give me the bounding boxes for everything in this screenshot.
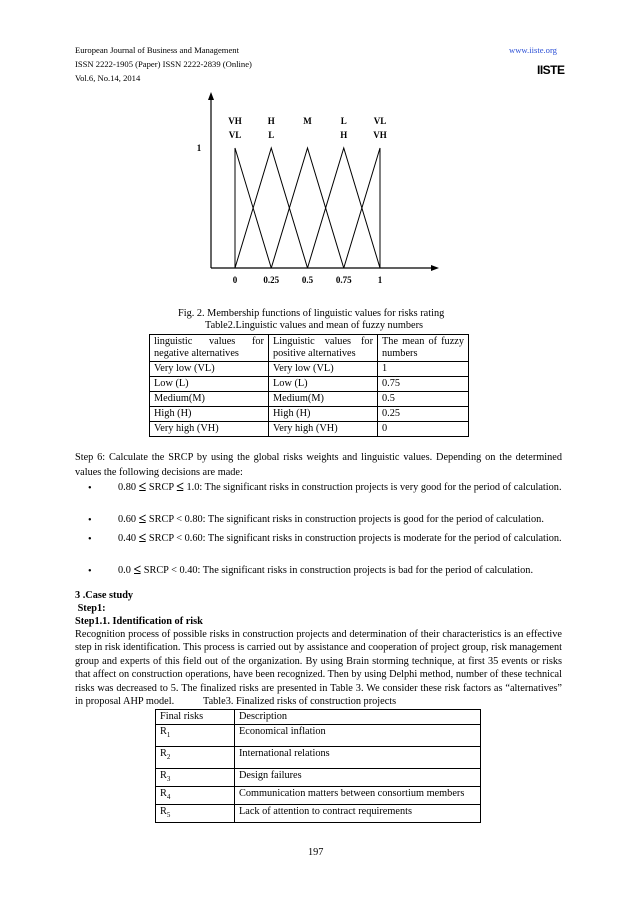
x-tick-label: 0 [232, 275, 238, 285]
bullet-item [118, 481, 562, 495]
section-paragraph: Recognition process of possible risks in construction projects and determination of their characteristics is an effective step in risk identification. This process is carried out by assistance and cooperation of project group, risk management group and experts of this field out of the organization. By using Brain storming technique, at first 35 events or risks that affect on construction operations, have been recognized. Then by using Delphi method, number of these technical risks was decreased to 5. The finalized risks are presented in Table 3. We consider these risk factors as “alternatives” in proposal AHP model. [75, 629, 562, 708]
top-label: L [340, 116, 347, 126]
top-label: VL [373, 116, 387, 126]
table-row [156, 725, 481, 747]
risk-description: Lack of attention to contract requirements [235, 805, 481, 823]
table2-cell: Medium(M) [150, 392, 269, 407]
bullet-icon: • [88, 534, 92, 545]
table3-caption: Table3. Finalized risks of construction projects [203, 696, 397, 707]
issn-line: ISSN 2222-1905 (Paper) ISSN 2222-2839 (Online) [75, 59, 252, 69]
table-row [150, 377, 469, 392]
table2-cell: 0.5 [378, 392, 469, 407]
bullet-text: SRCP < 0.40: The significant risks in construction projects is bad for the period of calculation. [143, 565, 534, 576]
y-tick-label: 1 [196, 143, 202, 153]
bullet-text: SRCP < 0.80: The significant risks in construction projects is good for the period of calculation. [148, 514, 544, 525]
bullet-icon: • [88, 566, 92, 577]
step11-heading: Step1.1. Identification of risk [75, 616, 203, 627]
bullet-value: 0.0 [118, 565, 131, 576]
table2-cell: Very low (VL) [150, 362, 269, 377]
risk-code: $R_5$ [156, 805, 235, 823]
table-row [156, 769, 481, 787]
membership-line [271, 148, 344, 268]
bullet-value: 0.40 [118, 533, 137, 544]
leq-icon: ≤ [138, 512, 147, 527]
risk-description: Economical inflation [235, 725, 481, 747]
table-row [156, 787, 481, 805]
x-tick-label: 0.25 [263, 275, 280, 285]
membership-line [235, 148, 308, 268]
figure-caption: Fig. 2. Membership functions of linguistic values for risks rating [178, 308, 445, 319]
bullet-text: 1.0: The significant risks in construction projects is very good for the period of calculation. [186, 482, 562, 493]
table-row [150, 407, 469, 422]
table2-cell: 0.25 [378, 407, 469, 422]
x-tick-label: 0.75 [335, 275, 352, 285]
bullet-item [118, 564, 562, 578]
membership-line [308, 148, 381, 268]
x-tick-label: 1 [377, 275, 383, 285]
table2-cell: 0.75 [378, 377, 469, 392]
table2-cell: High (H) [150, 407, 269, 422]
risk-code: $R_2$ [156, 747, 235, 769]
bullet-icon: • [88, 483, 92, 494]
risk-description: Communication matters between consortium members [235, 787, 481, 805]
table2-caption: Table2.Linguistic values and mean of fuzzy numbers [205, 320, 424, 331]
table2-cell: 1 [378, 362, 469, 377]
table2-cell: 0 [378, 422, 469, 437]
bullet-variable: SRCP [148, 482, 174, 493]
top-label: VH [228, 116, 242, 126]
volume-line: Vol.6, No.14, 2014 [75, 73, 141, 83]
bullet-value: 0.60 [118, 514, 137, 525]
table2-cell: Very high (VH) [150, 422, 269, 437]
x-tick-label: 0.5 [301, 275, 314, 285]
bullet-text: SRCP < 0.60: The significant risks in construction projects is moderate for the period of calculation. [148, 533, 562, 544]
risk-description: International relations [235, 747, 481, 769]
bullet-value: 0.80 [118, 482, 137, 493]
table-row [150, 422, 469, 437]
membership-chart [185, 88, 455, 303]
leq-icon: ≤ [176, 480, 184, 495]
table2-header-cell: linguistic values for negative alternatives [150, 335, 269, 362]
leq-icon: ≤ [138, 480, 147, 495]
table-row [150, 392, 469, 407]
step1-heading: Step1: [75, 603, 106, 614]
table2 [149, 334, 469, 437]
section-title: 3 .Case study [75, 590, 134, 601]
x-axis-arrow [431, 265, 439, 271]
risk-code: $R_1$ [156, 725, 235, 747]
risk-code: $R_4$ [156, 787, 235, 805]
table3-header-cell: Final risks [156, 710, 235, 725]
table2-cell: Medium(M) [269, 392, 378, 407]
top-label: VL [228, 130, 242, 140]
table2-cell: Very low (VL) [269, 362, 378, 377]
table3-header-cell: Description [235, 710, 481, 725]
table-row [156, 747, 481, 769]
iiste-logo: IISTE [537, 63, 565, 77]
table2-header-cell: The mean of fuzzy numbers [378, 335, 469, 362]
table2-header-cell: Linguistic values for positive alternatives [269, 335, 378, 362]
risk-description: Design failures [235, 769, 481, 787]
page-number: 197 [308, 847, 324, 858]
top-label: H [340, 130, 348, 140]
leq-icon: ≤ [133, 563, 142, 578]
table-row [150, 362, 469, 377]
top-label: L [268, 130, 275, 140]
journal-title: European Journal of Business and Management [75, 45, 239, 55]
risk-code: $R_3$ [156, 769, 235, 787]
table3 [155, 709, 481, 823]
bullet-item [118, 513, 562, 527]
table2-cell: Low (L) [150, 377, 269, 392]
top-label: VH [373, 130, 387, 140]
table2-cell: Very high (VH) [269, 422, 378, 437]
bullet-item [118, 532, 562, 546]
website-link[interactable]: www.iiste.org [509, 45, 557, 55]
top-label: M [303, 116, 312, 126]
table2-cell: High (H) [269, 407, 378, 422]
top-label: H [267, 116, 275, 126]
bullet-icon: • [88, 515, 92, 526]
table2-cell: Low (L) [269, 377, 378, 392]
step6-paragraph: Step 6: Calculate the SRCP by using the global risks weights and linguistic values. Depending on the determined values the following decisions are made: [75, 452, 562, 478]
y-axis-arrow [208, 92, 214, 100]
leq-icon: ≤ [138, 531, 147, 546]
table-row [156, 805, 481, 823]
